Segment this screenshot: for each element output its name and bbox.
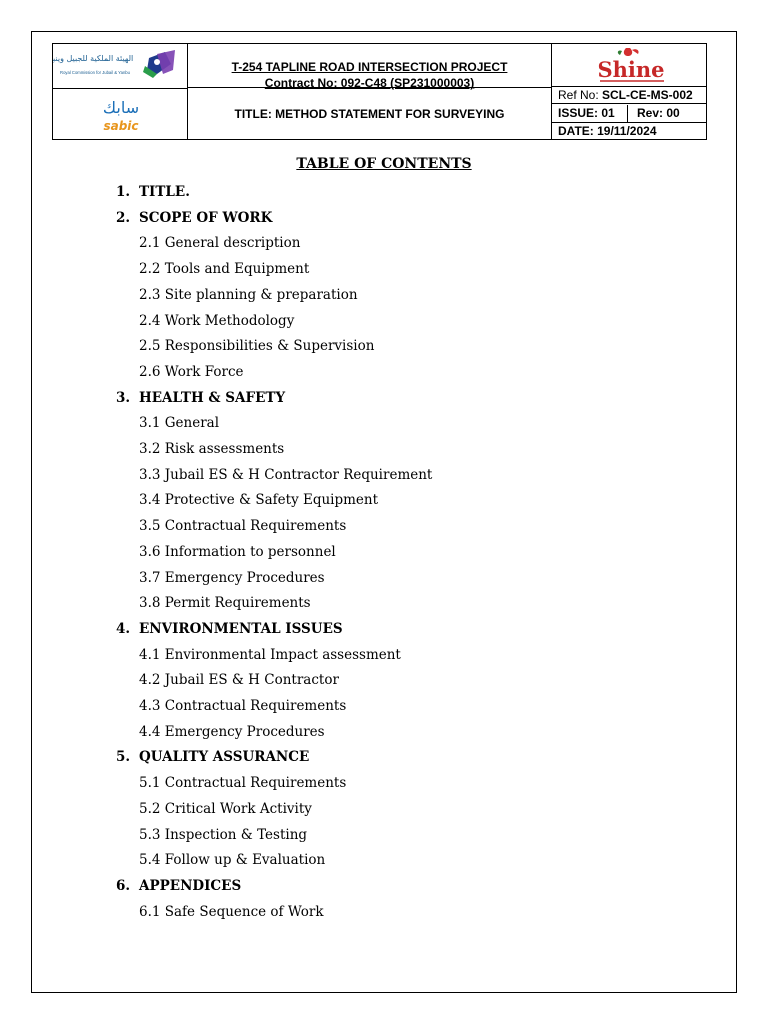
shine-brand-text: Shine	[597, 57, 665, 82]
sabic-logo	[53, 89, 187, 139]
toc-section-title: QUALITY ASSURANCE	[139, 749, 310, 766]
toc-subsection: 2.6 Work Force	[139, 363, 244, 380]
royal-commission-logo	[53, 44, 187, 89]
toc-section-title: SCOPE OF WORK	[139, 209, 273, 226]
toc-subsection: 3.2 Risk assessments	[139, 441, 285, 457]
project-name: T-254 TAPLINE ROAD INTERSECTION PROJECT	[231, 60, 508, 74]
toc-section-title: HEALTH & SAFETY	[139, 389, 286, 406]
toc-subsection: 2.2 Tools and Equipment	[139, 261, 310, 278]
toc-section-title: TITLE.	[139, 184, 190, 200]
toc-subsection: 3.3 Jubail ES & H Contractor Requirement	[139, 466, 433, 483]
toc-heading: TABLE OF CONTENTS	[296, 156, 472, 172]
sabic-latin-text: sabic	[103, 119, 139, 133]
toc-section-number: 1.	[116, 184, 131, 200]
reference-number: Ref No: SCL-CE-MS-002	[552, 87, 706, 104]
document-title: TITLE: METHOD STATEMENT FOR SURVEYING	[234, 107, 505, 121]
toc-subsection: 3.4 Protective & Safety Equipment	[139, 492, 379, 509]
toc-section-title: APPENDICES	[139, 877, 242, 894]
toc-section-number: 2.	[116, 209, 131, 226]
page-border	[31, 31, 737, 993]
toc-subsection: 5.2 Critical Work Activity	[139, 800, 312, 817]
toc-subsection: 4.1 Environmental Impact assessment	[139, 646, 401, 663]
sabic-arabic-text: سابك	[102, 98, 140, 117]
toc-subsection: 4.3 Contractual Requirements	[139, 698, 347, 714]
toc-subsection: 5.4 Follow up & Evaluation	[139, 852, 326, 869]
toc-subsection: 3.7 Emergency Procedures	[139, 569, 325, 586]
logo-column	[53, 44, 188, 139]
document-control-column	[552, 44, 706, 139]
revision-number: Rev: 00	[637, 106, 680, 120]
toc-subsection: 3.1 General	[139, 415, 220, 432]
shine-logo	[552, 44, 706, 87]
project-column	[188, 44, 552, 139]
issue-revision-row	[552, 105, 706, 123]
toc-section-title: ENVIRONMENTAL ISSUES	[139, 620, 343, 637]
toc-subsection: 3.6 Information to personnel	[139, 543, 336, 560]
toc-subsection: 3.5 Contractual Requirements	[139, 518, 347, 535]
toc-subsection: 3.8 Permit Requirements	[139, 595, 311, 612]
project-info	[188, 44, 551, 88]
document-header	[52, 43, 707, 140]
toc-section-number: 4.	[116, 620, 131, 637]
toc-subsection: 4.2 Jubail ES & H Contractor	[139, 672, 339, 689]
toc-subsection: 5.3 Inspection & Testing	[139, 826, 308, 843]
issue-number: ISSUE: 01	[552, 105, 628, 122]
logo-english-text: Royal Commission for Jubail & Yanbu	[60, 70, 130, 75]
toc-subsection: 6.1 Safe Sequence of Work	[139, 903, 324, 920]
toc-section-number: 3.	[116, 389, 131, 406]
toc-section-number: 5.	[116, 749, 131, 766]
toc-section-number: 6.	[116, 877, 131, 894]
toc-subsection: 4.4 Emergency Procedures	[139, 723, 325, 740]
toc-subsection: 2.5 Responsibilities & Supervision	[139, 338, 375, 355]
contract-number: Contract No: 092-C48 (SP231000003)	[264, 76, 475, 90]
toc-subsection: 2.3 Site planning & preparation	[139, 286, 358, 303]
toc-subsection: 2.1 General description	[139, 235, 301, 252]
toc-subsection: 5.1 Contractual Requirements	[139, 775, 347, 792]
logo-arabic-text: الهيئة الملكية للجبيل وينبع	[53, 54, 134, 63]
toc-subsection: 2.4 Work Methodology	[139, 312, 295, 329]
issue-date: DATE: 19/11/2024	[558, 124, 657, 138]
